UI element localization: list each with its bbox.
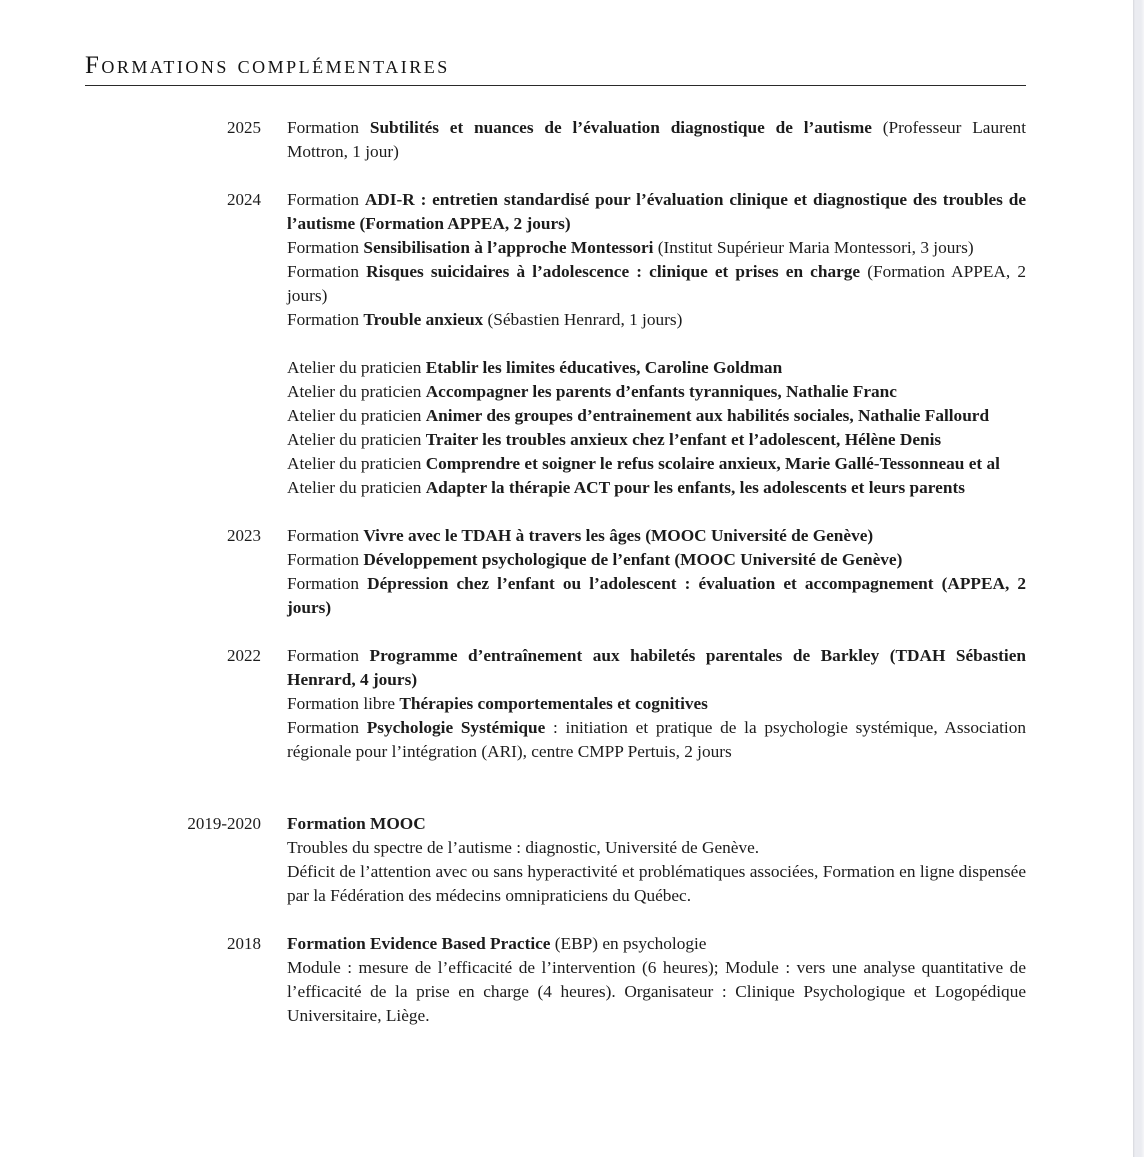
course-title: Adapter la thérapie ACT pour les enfants, les adolescents et leurs parents <box>425 478 965 497</box>
course-text: : initiation et pratique de la psychologie systémique, Association régionale pour l’intégration (ARI), centre CMPP Pertuis, 2 jours <box>287 718 1026 761</box>
entry-paragraph <box>287 308 1026 332</box>
entry-content <box>287 524 1026 620</box>
course-title: Dépression chez l’enfant ou l’adolescent : évaluation et accompagnement (APPEA, 2 jours) <box>287 574 1026 617</box>
course-title: Traiter les troubles anxieux chez l’enfant et l’adolescent, Hélène Denis <box>425 430 942 449</box>
course-title: Vivre avec le TDAH à travers les âges (MOOC Université de Genève) <box>363 526 874 545</box>
course-text: Troubles du spectre de l’autisme : diagnostic, Université de Genève. <box>287 838 760 857</box>
course-text: Formation <box>287 262 367 281</box>
section-title: Formations complémentaires <box>85 52 450 79</box>
entry-paragraph <box>287 188 1026 236</box>
timeline-entry <box>85 932 1026 1028</box>
course-title: Développement psychologique de l’enfant (MOOC Université de Genève) <box>363 550 903 569</box>
entries-list <box>85 116 1026 1028</box>
course-text: (Formation APPEA, 2 jours) <box>287 262 1026 305</box>
course-text: Formation <box>287 310 364 329</box>
course-text: Déficit de l’attention avec ou sans hyperactivité et problématiques associées, Formation en ligne dispensée par la Fédération des médecins omnipraticiens du Québec. <box>287 862 1026 905</box>
course-text: Formation <box>287 526 364 545</box>
course-text: Atelier du praticien <box>287 454 426 473</box>
course-title: Formation Evidence Based Practice <box>287 934 551 953</box>
course-title: Subtilités et nuances de l’évaluation diagnostique de l’autisme <box>369 118 872 137</box>
entry-paragraph <box>287 812 1026 836</box>
section-rule <box>85 85 1026 86</box>
course-text: (Institut Supérieur Maria Montessori, 3 jours) <box>653 238 974 257</box>
course-title: Risques suicidaires à l’adolescence : clinique et prises en charge <box>366 262 861 281</box>
course-text: Atelier du praticien <box>287 358 426 377</box>
entry-paragraph <box>287 932 1026 956</box>
entry-paragraph <box>287 476 1026 500</box>
entry-year: 2022 <box>227 646 261 665</box>
course-title: Accompagner les parents d’enfants tyranniques, Nathalie Franc <box>425 382 897 401</box>
formations-section <box>85 0 1026 1028</box>
course-title: Animer des groupes d’entrainement aux habilités sociales, Nathalie Fallourd <box>425 406 990 425</box>
course-text: Module : mesure de l’efficacité de l’intervention (6 heures); Module : vers une analyse quantitative de l’efficacité de la prise en charge (4 heures). Organisateur : Clinique Psychologique et Logopédique Universitaire, Liège. <box>287 958 1026 1025</box>
course-text: Formation <box>287 646 370 665</box>
course-text: Formation <box>287 118 370 137</box>
entry-year: 2019-2020 <box>187 814 261 833</box>
course-text: Atelier du praticien <box>287 382 426 401</box>
course-title: Thérapies comportementales et cognitives <box>399 694 708 713</box>
entry-paragraph <box>287 356 1026 380</box>
entry-year: 2023 <box>227 526 261 545</box>
course-text: (Professeur Laurent Mottron, 1 jour) <box>287 118 1026 161</box>
entry-content <box>287 932 1026 1028</box>
entry-paragraph <box>287 644 1026 692</box>
course-text: Atelier du praticien <box>287 478 426 497</box>
course-text: Formation <box>287 718 367 737</box>
entry-paragraph <box>287 404 1026 428</box>
entry-year: 2024 <box>227 190 261 209</box>
entry-paragraph <box>287 452 1026 476</box>
course-title: Comprendre et soigner le refus scolaire anxieux, Marie Gallé-Tessonneau et al <box>425 454 1000 473</box>
entry-content <box>287 644 1026 764</box>
entry-content <box>287 116 1026 164</box>
entry-paragraph <box>287 428 1026 452</box>
entry-paragraph <box>287 524 1026 548</box>
course-title: Programme d’entraînement aux habiletés parentales de Barkley (TDAH Sébastien Henrard, 4 jours) <box>287 646 1026 689</box>
course-title: Sensibilisation à l’approche Montessori <box>363 238 654 257</box>
timeline-entry <box>85 188 1026 500</box>
entry-year: 2025 <box>227 118 261 137</box>
entry-content <box>287 188 1026 500</box>
timeline-entry <box>85 644 1026 764</box>
entry-paragraph <box>287 956 1026 1028</box>
course-text: Formation <box>287 190 365 209</box>
page-right-edge <box>1133 0 1144 1157</box>
timeline-entry <box>85 116 1026 164</box>
course-text: Formation libre <box>287 694 400 713</box>
course-title: Trouble anxieux <box>363 310 484 329</box>
entry-year: 2018 <box>227 934 261 953</box>
entry-paragraph <box>287 116 1026 164</box>
course-text: Atelier du praticien <box>287 430 426 449</box>
course-title: Formation MOOC <box>287 814 426 833</box>
timeline-entry <box>85 812 1026 908</box>
entry-content <box>287 812 1026 908</box>
course-text: Atelier du praticien <box>287 406 426 425</box>
course-text: (Sébastien Henrard, 1 jours) <box>483 310 683 329</box>
entry-paragraph <box>287 716 1026 764</box>
entry-paragraph <box>287 572 1026 620</box>
entry-paragraph <box>287 260 1026 308</box>
entry-paragraph <box>287 692 1026 716</box>
entry-paragraph <box>287 836 1026 860</box>
course-title: Etablir les limites éducatives, Caroline Goldman <box>425 358 783 377</box>
course-text: Formation <box>287 550 364 569</box>
course-title: ADI-R : entretien standardisé pour l’évaluation clinique et diagnostique des troubles de l’autisme (Formation APPEA, 2 jours) <box>287 190 1027 233</box>
entry-paragraph <box>287 380 1026 404</box>
timeline-entry <box>85 524 1026 620</box>
course-text: (EBP) en psychologie <box>550 934 707 953</box>
entry-paragraph <box>287 548 1026 572</box>
course-text: Formation <box>287 238 364 257</box>
entry-paragraph <box>287 236 1026 260</box>
course-text: Formation <box>287 574 368 593</box>
course-title: Psychologie Systémique <box>366 718 546 737</box>
entry-paragraph <box>287 860 1026 908</box>
